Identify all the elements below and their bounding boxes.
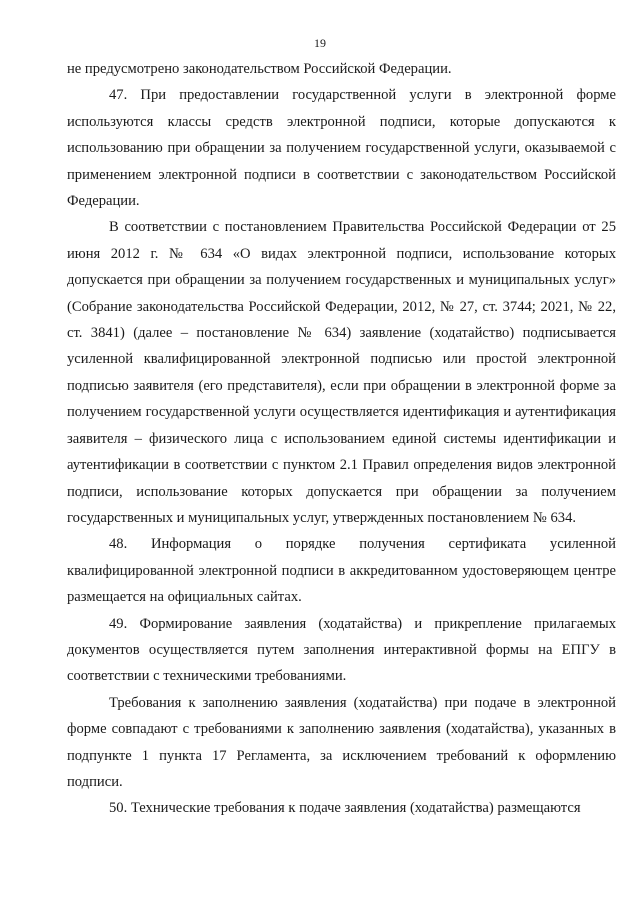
paragraph-47-continued: В соответствии с постановлением Правительства Российской Федерации от 25 июня 2012 г. № 634 «О видах электронной подписи, использование которых допускается при обращении за получением государственных и муниципальных услуг» (Собрание законодательства Российской Федерации, 2012, № 27, ст. 3744; 2021, № 22, ст. 3841) (далее – постановление № 634) заявление (ходатайство) подписывается усиленной квалифицированной электронной подписью или простой электронной подписью заявителя (его представителя), если при обращении в электронной форме за получением государственной услуги осуществляется идентификация и аутентификация заявителя – физического лица с использованием единой системы идентификации и аутентификации в соответствии с пунктом 2.1 Правил определения видов электронной подписи, использование которых допускается при обращении за получением государственных и муниципальных услуг, утвержденных постановлением № 634. <box>67 219 616 526</box>
paragraph-continuation: не предусмотрено законодательством Российской Федерации. <box>67 61 452 77</box>
page-number: 19 <box>314 36 326 50</box>
paragraph-50: 50. Технические требования к подаче заявления (ходатайства) размещаются <box>109 800 581 817</box>
paragraph-47: 47. При предоставлении государственной услуги в электронной форме используются классы средств электронной подписи, которые допускаются к использованию при обращении за получением государственной услуги, оказываемой с применением электронной подписи в соответствии с законодательством Российской Федерации. <box>67 87 616 210</box>
paragraph-49-requirements: Требования к заполнению заявления (ходатайства) при подаче в электронной форме совпадают с требованиями к заполнению заявления (ходатайства), указанных в подпункте 1 пункта 17 Регламента, за исключением требований к оформлению подписи. <box>67 694 616 790</box>
paragraph-49: 49. Формирование заявления (ходатайства) и прикрепление прилагаемых документов осуществляется путем заполнения интерактивной формы на ЕПГУ в соответствии с техническими требованиями. <box>67 615 616 685</box>
document-body <box>67 56 616 822</box>
paragraph-48: 48. Информация о порядке получения сертификата усиленной квалифицированной электронной подписи в аккредитованном удостоверяющем центре размещается на официальных сайтах. <box>67 536 616 606</box>
